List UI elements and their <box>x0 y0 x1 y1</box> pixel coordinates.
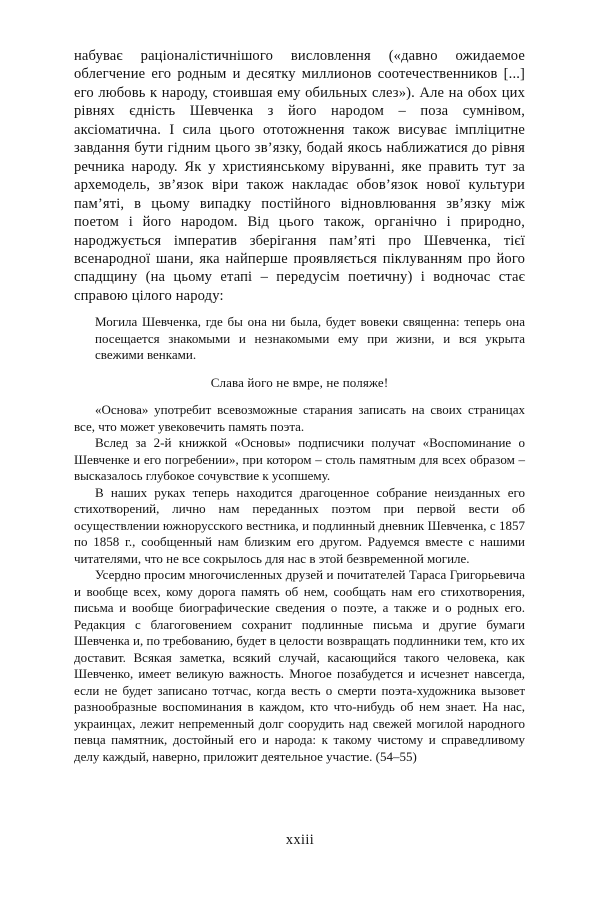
body-paragraph-identification: набуває раціоналістичнішого висловлення («давно ожидаемое облегчение его родным и десятку миллионов соотечественников [...] его любовь к народу, стоившая ему обильных слез»). Але на обох цих рівнях єдність Шевченка з його народом – поза сумнівом, аксіоматична. І сила цього ототожнення також висуває імпліцитне завдання бути гідним цього зв’язку, бодай якось наближатися до рівня речника народу. Як у християнському віруванні, яке править тут за архемодель, зв’язок віри також накладає обов’язок нової культури пам’яті, в цьому випадку постійного відновлювання зв’язку між поетом і його народом. Від цього також, органічно і природно, народжується імператив зберігання пам’яті про Шевченка, тієї всенародної шани, яка найперше проявляється піклуванням про його спадщину (на цьому етапі – передусім поетичну) і водночас стає справою цілого народу: <box>74 48 525 304</box>
page-number-folio: xxiii <box>285 832 315 848</box>
quote-paragraph-v-nashih-rukah: В наших руках теперь находится драгоценное собрание неизданных его стихотворений, лично нам переданных поэтом при первой вести об осуществлении южнорусского вестника, и подлинный дневник Шевченка, с 1857 по 1858 г., сообщенный нам близким его другом. Радуемся вместе с нашими читателями, что не все сокрылось для нас в этой безвременной могиле. <box>74 484 525 566</box>
quote-opening-paragraph: Могила Шевченка, где бы она ни была, будет вовеки священна: теперь она посещается знакомыми и незнакомыми ему при жизни, и вся укрыта свежими венками. <box>95 314 525 363</box>
quote-continuation-group <box>74 402 525 765</box>
block-quotation <box>74 314 525 765</box>
quote-centered-epigraph: Слава його не вмре, не поляже! <box>210 374 389 390</box>
quote-paragraph-userdno-prosim: Усердно просим многочисленных друзей и почитателей Тараса Григорьевича и вообще всех, кому дорога память об нем, сообщать нам его стихотворения, письма и вообще биографические сведения о поэте, а также и о родных его. Редакция с благоговением сохранит подлинные письма и другие бумаги Шевченка и, по требованию, будет в целости возвращать подлинники тем, кто их доставит. Всякая заметка, всякий случай, касающийся такого человека, как Шевченко, имеет великую важность. Многое позабудется и исчезнет навсегда, если не будет записано тотчас, когда весть о смерти поэта-художника вызовет разнообразные воспоминания в каждом, кто что-нибудь об нем знает. На нас, украинцах, лежит непременный долг соорудить над свежей могилой народного певца памятник, достойный его и народа: к такому чистому и справедливому делу каждый, наверно, приложит деятельное участие. (54–55) <box>74 567 525 764</box>
quote-paragraph-vsled: Вслед за 2-й книжкой «Основы» подписчики получат «Воспоминание о Шевченке и его погребении», при котором – столь памятным для всех образом – высказалось глубокое сочувствие к усопшему. <box>74 435 525 484</box>
page-text-column <box>74 47 525 765</box>
quote-paragraph-osnova: «Основа» употребит всевозможные старания записать на своих страницах все, что может увековечить память поэта. <box>74 402 525 434</box>
